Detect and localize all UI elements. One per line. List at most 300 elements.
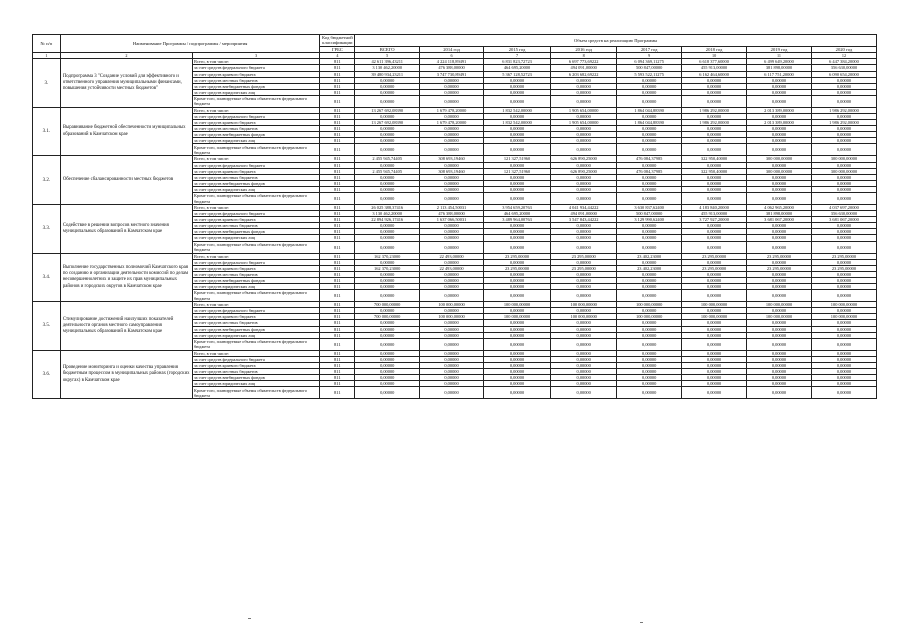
year-amount: 0,00000 <box>747 77 812 83</box>
year-amount: 4 224 118,89491 <box>420 59 484 65</box>
total-amount: 0,00000 <box>355 162 420 168</box>
year-amount: 0,00000 <box>420 174 484 180</box>
year-amount: 0,00000 <box>682 308 747 314</box>
grbs-code: 811 <box>320 156 355 162</box>
funding-source: за счет средств местных бюджетов <box>192 368 320 374</box>
year-amount: 0,00000 <box>811 271 876 277</box>
grbs-code: 811 <box>320 138 355 144</box>
index-cell: 7 <box>483 53 550 59</box>
year-amount: 0,00000 <box>747 375 812 381</box>
grbs-code: 811 <box>320 350 355 356</box>
grbs-code: 811 <box>320 308 355 314</box>
year-amount: 0,00000 <box>551 113 617 119</box>
year-amount: 0,00000 <box>551 223 617 229</box>
year-amount: 100 000,00000 <box>682 314 747 320</box>
year-amount: 0,00000 <box>420 326 484 332</box>
funding-source: за счет средств внебюджетных фондов <box>192 229 320 235</box>
year-amount: 0,00000 <box>747 95 812 107</box>
year-amount: 0,00000 <box>551 350 617 356</box>
year-amount: 0,00000 <box>420 277 484 283</box>
year-amount: 0,00000 <box>617 235 682 241</box>
year-amount: 0,00000 <box>420 381 484 387</box>
year-amount: 0,00000 <box>617 132 682 138</box>
year-amount: 0,00000 <box>420 332 484 338</box>
total-amount: 0,00000 <box>355 381 420 387</box>
header-year: 2017 год <box>617 46 682 52</box>
funding-source: за счет средств внебюджетных фондов <box>192 375 320 381</box>
grbs-code: 811 <box>320 284 355 290</box>
grbs-code: 811 <box>320 265 355 271</box>
year-amount: 0,00000 <box>811 381 876 387</box>
year-amount: 322 950,40000 <box>682 156 747 162</box>
year-amount: 6 447 384,20000 <box>811 59 876 65</box>
year-amount: 308 693,19460 <box>420 156 484 162</box>
year-amount: 0,00000 <box>747 223 812 229</box>
year-amount: 0,00000 <box>811 290 876 302</box>
year-amount: 0,00000 <box>551 362 617 368</box>
year-amount: 0,00000 <box>811 144 876 156</box>
grbs-code: 811 <box>320 217 355 223</box>
year-amount: 0,00000 <box>551 126 617 132</box>
year-amount: 0,00000 <box>483 144 550 156</box>
year-amount: 0,00000 <box>682 89 747 95</box>
total-amount: 0,00000 <box>355 113 420 119</box>
year-amount: 0,00000 <box>483 223 550 229</box>
year-amount: 0,00000 <box>682 138 747 144</box>
year-amount: 0,00000 <box>811 83 876 89</box>
year-amount: 464 695,20000 <box>483 65 550 71</box>
year-amount: 0,00000 <box>617 259 682 265</box>
year-amount: 322 950,40000 <box>682 168 747 174</box>
total-amount: 0,00000 <box>355 241 420 253</box>
grbs-code: 811 <box>320 375 355 381</box>
total-amount: 0,00000 <box>355 180 420 186</box>
year-amount: 464 695,20000 <box>483 211 550 217</box>
funding-source: за счет средств юридических лиц <box>192 381 320 387</box>
year-amount: 0,00000 <box>747 338 812 350</box>
year-amount: 0,00000 <box>420 95 484 107</box>
year-amount: 100 000,00000 <box>420 302 484 308</box>
total-amount: 0,00000 <box>355 387 420 399</box>
total-amount: 0,00000 <box>355 259 420 265</box>
year-amount: 0,00000 <box>617 89 682 95</box>
year-amount: 0,00000 <box>682 387 747 399</box>
item-number: 3.3. <box>33 205 61 254</box>
year-amount: 0,00000 <box>551 77 617 83</box>
year-amount: 23 402,23000 <box>617 253 682 259</box>
header-year: 2020 год <box>811 46 876 52</box>
year-amount: 0,00000 <box>747 387 812 399</box>
funding-source: за счет средств местных бюджетов <box>192 223 320 229</box>
year-amount: 0,00000 <box>747 368 812 374</box>
header-year: 2016 год <box>551 46 617 52</box>
year-amount: 100 000,00000 <box>551 314 617 320</box>
year-amount: 0,00000 <box>420 320 484 326</box>
year-amount: 0,00000 <box>483 138 550 144</box>
year-amount: 3 129 990,62400 <box>617 217 682 223</box>
year-amount: 0,00000 <box>682 229 747 235</box>
funding-source: Всего, в том числе: <box>192 350 320 356</box>
year-amount: 0,00000 <box>747 356 812 362</box>
funding-source: за счет средств федерального бюджета <box>192 308 320 314</box>
year-amount: 381 898,00000 <box>747 65 812 71</box>
year-amount: 0,00000 <box>682 235 747 241</box>
grbs-code: 811 <box>320 71 355 77</box>
year-amount: 0,00000 <box>551 320 617 326</box>
year-amount: 0,00000 <box>483 229 550 235</box>
total-amount: 0,00000 <box>355 126 420 132</box>
year-amount: 0,00000 <box>483 162 550 168</box>
year-amount: 0,00000 <box>483 95 550 107</box>
total-amount: 0,00000 <box>355 326 420 332</box>
year-amount: 0,00000 <box>420 350 484 356</box>
year-amount: 455 913,00000 <box>682 65 747 71</box>
year-amount: 0,00000 <box>483 277 550 283</box>
year-amount: 0,00000 <box>747 277 812 283</box>
index-cell: 10 <box>682 53 747 59</box>
funding-source: за счет средств юридических лиц <box>192 186 320 192</box>
year-amount: 0,00000 <box>483 193 550 205</box>
grbs-code: 811 <box>320 241 355 253</box>
grbs-code: 811 <box>320 174 355 180</box>
year-amount: 0,00000 <box>747 235 812 241</box>
grbs-code: 811 <box>320 356 355 362</box>
year-amount: 0,00000 <box>811 126 876 132</box>
year-amount: 0,00000 <box>747 284 812 290</box>
year-amount: 0,00000 <box>420 284 484 290</box>
year-amount: 0,00000 <box>420 113 484 119</box>
year-amount: 0,00000 <box>811 338 876 350</box>
year-amount: 0,00000 <box>551 387 617 399</box>
funding-source: за счет средств местных бюджетов <box>192 271 320 277</box>
item-name: Проведение мониторинга и оценки качества управления бюджетным процессом в муниципальных районах (городских округах) в Камчатском крае <box>60 350 192 399</box>
year-amount: 0,00000 <box>617 241 682 253</box>
index-cell: 12 <box>811 53 876 59</box>
total-amount: 0,00000 <box>355 284 420 290</box>
index-cell: 3 <box>192 53 320 59</box>
year-amount: 0,00000 <box>420 375 484 381</box>
year-amount: 0,00000 <box>617 113 682 119</box>
year-amount: 2 013 389,00000 <box>747 107 812 113</box>
year-amount: 0,00000 <box>747 132 812 138</box>
year-amount: 0,00000 <box>483 362 550 368</box>
year-amount: 0,00000 <box>551 186 617 192</box>
year-amount: 0,00000 <box>483 320 550 326</box>
year-amount: 0,00000 <box>551 368 617 374</box>
year-amount: 6 697 773,69222 <box>551 59 617 65</box>
year-amount: 0,00000 <box>617 95 682 107</box>
year-amount: 4 183 840,20000 <box>682 205 747 211</box>
grbs-code: 811 <box>320 120 355 126</box>
year-amount: 100 000,00000 <box>420 314 484 320</box>
year-amount: 0,00000 <box>617 338 682 350</box>
year-amount: 0,00000 <box>682 193 747 205</box>
funding-source: за счет средств юридических лиц <box>192 138 320 144</box>
total-amount: 0,00000 <box>355 350 420 356</box>
year-amount: 0,00000 <box>420 83 484 89</box>
year-amount: 0,00000 <box>617 186 682 192</box>
year-amount: 0,00000 <box>811 229 876 235</box>
grbs-code: 811 <box>320 302 355 308</box>
total-amount: 0,00000 <box>355 277 420 283</box>
year-amount: 0,00000 <box>682 326 747 332</box>
year-amount: 0,00000 <box>420 387 484 399</box>
year-amount: 0,00000 <box>551 132 617 138</box>
year-amount: 100 000,00000 <box>747 302 812 308</box>
year-amount: 0,00000 <box>811 162 876 168</box>
grbs-code: 811 <box>320 95 355 107</box>
year-amount: 0,00000 <box>420 356 484 362</box>
year-amount: 0,00000 <box>420 138 484 144</box>
year-amount: 0,00000 <box>551 193 617 205</box>
funding-source: за счет средств краевого бюджета <box>192 362 320 368</box>
funding-source: за счет средств федерального бюджета <box>192 162 320 168</box>
item-number: 3.2. <box>33 156 61 205</box>
funding-source: за счет средств краевого бюджета <box>192 314 320 320</box>
year-amount: 0,00000 <box>747 381 812 387</box>
year-amount: 0,00000 <box>682 144 747 156</box>
year-amount: 0,00000 <box>747 332 812 338</box>
total-amount: 2 455 945,74405 <box>355 168 420 174</box>
year-amount: 1 832 542,00000 <box>483 107 550 113</box>
total-amount: 0,00000 <box>355 138 420 144</box>
funding-source: за счет средств местных бюджетов <box>192 77 320 83</box>
year-amount: 0,00000 <box>420 235 484 241</box>
item-name: Содействие в решении вопросов местного значения муниципальных образований в Камчатском крае <box>60 205 192 254</box>
year-amount: 0,00000 <box>483 326 550 332</box>
year-amount: 3 681 067,20000 <box>811 217 876 223</box>
funding-source: Кроме того, планируемые объемы обязательств федерального бюджета <box>192 290 320 302</box>
header-year: 2019 год <box>747 46 812 52</box>
item-number: 3.6. <box>33 350 61 399</box>
total-amount: 162 370,23000 <box>355 265 420 271</box>
year-amount: 3 747 730,89491 <box>420 71 484 77</box>
year-amount: 0,00000 <box>811 387 876 399</box>
year-amount: 0,00000 <box>617 223 682 229</box>
year-amount: 2 113 454,50031 <box>420 205 484 211</box>
total-amount: 700 000,00000 <box>355 302 420 308</box>
total-amount: 0,00000 <box>355 229 420 235</box>
year-amount: 23 295,00000 <box>551 265 617 271</box>
year-amount: 100 000,00000 <box>811 314 876 320</box>
year-amount: 3 681 067,20000 <box>747 217 812 223</box>
index-cell: 11 <box>747 53 812 59</box>
year-amount: 0,00000 <box>617 362 682 368</box>
year-amount: 300 000,00000 <box>811 168 876 174</box>
index-cell: 6 <box>420 53 484 59</box>
year-amount: 0,00000 <box>811 193 876 205</box>
year-amount: 23 295,00000 <box>747 265 812 271</box>
funding-source: Всего, в том числе: <box>192 59 320 65</box>
total-amount: 0,00000 <box>355 95 420 107</box>
year-amount: 300 000,00000 <box>811 156 876 162</box>
header-grbs: ГРБС <box>320 46 355 52</box>
year-amount: 100 000,00000 <box>483 314 550 320</box>
funding-source: Всего, в том числе: <box>192 156 320 162</box>
header-year: 2015 год <box>483 46 550 52</box>
year-amount: 0,00000 <box>617 290 682 302</box>
year-amount: 23 295,00000 <box>483 253 550 259</box>
grbs-code: 811 <box>320 168 355 174</box>
grbs-code: 811 <box>320 180 355 186</box>
year-amount: 1 986 292,00000 <box>682 107 747 113</box>
year-amount: 0,00000 <box>617 387 682 399</box>
year-amount: 1 864 044,88390 <box>617 120 682 126</box>
year-amount: 500 847,00000 <box>617 65 682 71</box>
year-amount: 0,00000 <box>747 162 812 168</box>
funding-source: Кроме того, планируемые объемы обязательств федерального бюджета <box>192 241 320 253</box>
year-amount: 0,00000 <box>747 308 812 314</box>
grbs-code: 811 <box>320 381 355 387</box>
year-amount: 0,00000 <box>551 356 617 362</box>
funding-source: за счет средств внебюджетных фондов <box>192 277 320 283</box>
total-amount: 0,00000 <box>355 186 420 192</box>
index-cell: 2 <box>60 53 192 59</box>
year-amount: 0,00000 <box>682 77 747 83</box>
year-amount: 356 630,00000 <box>811 65 876 71</box>
year-amount: 0,00000 <box>811 174 876 180</box>
year-amount: 0,00000 <box>682 132 747 138</box>
year-amount: 0,00000 <box>682 83 747 89</box>
total-amount: 0,00000 <box>355 290 420 302</box>
total-amount: 0,00000 <box>355 89 420 95</box>
year-amount: 0,00000 <box>483 375 550 381</box>
year-amount: 0,00000 <box>551 180 617 186</box>
grbs-code: 811 <box>320 362 355 368</box>
funding-source: за счет средств юридических лиц <box>192 332 320 338</box>
total-amount: 0,00000 <box>355 77 420 83</box>
year-amount: 626 890,25000 <box>551 156 617 162</box>
year-amount: 0,00000 <box>811 356 876 362</box>
item-name: Подпрограмма 3 "Создание условий для эффективного и ответственного управления муниципальными финансами, повышения устойчивости местных бюджетов" <box>60 59 192 108</box>
funding-source: за счет средств федерального бюджета <box>192 259 320 265</box>
funding-source: Всего, в том числе: <box>192 205 320 211</box>
year-amount: 6 162 464,60000 <box>682 71 747 77</box>
total-amount: 26 025 388,37416 <box>355 205 420 211</box>
year-amount: 0,00000 <box>811 277 876 283</box>
funding-source: Всего, в том числе: <box>192 302 320 308</box>
year-amount: 1 986 292,00000 <box>682 120 747 126</box>
year-amount: 0,00000 <box>617 126 682 132</box>
year-amount: 100 000,00000 <box>747 314 812 320</box>
year-amount: 0,00000 <box>551 235 617 241</box>
year-amount: 0,00000 <box>483 332 550 338</box>
total-amount: 700 000,00000 <box>355 314 420 320</box>
grbs-code: 811 <box>320 277 355 283</box>
year-amount: 0,00000 <box>483 180 550 186</box>
year-amount: 0,00000 <box>682 223 747 229</box>
header-num: № п/п <box>33 35 61 53</box>
total-amount: 39 480 934,23211 <box>355 71 420 77</box>
year-amount: 0,00000 <box>617 77 682 83</box>
funding-source: за счет средств краевого бюджета <box>192 71 320 77</box>
item-name: Выравнивание бюджетной обеспеченности муниципальных образований в Камчатском крае <box>60 107 192 156</box>
item-number: 3.5. <box>33 302 61 351</box>
funding-source: за счет средств местных бюджетов <box>192 320 320 326</box>
year-amount: 0,00000 <box>617 229 682 235</box>
total-amount: 0,00000 <box>355 375 420 381</box>
year-amount: 0,00000 <box>747 271 812 277</box>
year-amount: 6 831 823,72723 <box>483 59 550 65</box>
year-amount: 0,00000 <box>811 362 876 368</box>
header-name: Наименование Программы / подпрограммы / мероприятия <box>60 35 320 53</box>
year-amount: 23 295,00000 <box>682 253 747 259</box>
year-amount: 3 727 927,20000 <box>682 217 747 223</box>
year-amount: 0,00000 <box>551 332 617 338</box>
year-amount: 0,00000 <box>551 83 617 89</box>
year-amount: 0,00000 <box>551 338 617 350</box>
grbs-code: 811 <box>320 332 355 338</box>
funding-source: за счет средств внебюджетных фондов <box>192 132 320 138</box>
year-amount: 0,00000 <box>682 95 747 107</box>
total-amount: 0,00000 <box>355 132 420 138</box>
year-amount: 100 000,00000 <box>483 302 550 308</box>
year-amount: 0,00000 <box>420 368 484 374</box>
grbs-code: 811 <box>320 65 355 71</box>
year-amount: 100 000,00000 <box>682 302 747 308</box>
year-amount: 0,00000 <box>617 368 682 374</box>
year-amount: 0,00000 <box>483 89 550 95</box>
year-amount: 0,00000 <box>617 381 682 387</box>
header-total: ВСЕГО <box>355 46 420 52</box>
year-amount: 0,00000 <box>551 162 617 168</box>
funding-source: за счет средств местных бюджетов <box>192 174 320 180</box>
grbs-code: 811 <box>320 205 355 211</box>
year-amount: 0,00000 <box>747 126 812 132</box>
year-amount: 6 618 377,60000 <box>682 59 747 65</box>
total-amount: 0,00000 <box>355 356 420 362</box>
year-amount: 0,00000 <box>682 368 747 374</box>
year-amount: 0,00000 <box>617 162 682 168</box>
funding-source: за счет средств внебюджетных фондов <box>192 180 320 186</box>
year-amount: 0,00000 <box>747 259 812 265</box>
year-amount: 0,00000 <box>551 138 617 144</box>
item-number: 3. <box>33 59 61 108</box>
grbs-code: 811 <box>320 162 355 168</box>
year-amount: 0,00000 <box>617 277 682 283</box>
year-amount: 100 000,00000 <box>617 314 682 320</box>
year-amount: 0,00000 <box>420 77 484 83</box>
year-amount: 23 402,23000 <box>617 265 682 271</box>
funding-source: за счет средств внебюджетных фондов <box>192 326 320 332</box>
year-amount: 0,00000 <box>811 95 876 107</box>
year-amount: 0,00000 <box>551 271 617 277</box>
year-amount: 1 905 654,00000 <box>551 120 617 126</box>
year-amount: 0,00000 <box>617 308 682 314</box>
year-amount: 6 203 682,69222 <box>551 71 617 77</box>
year-amount: 1 986 292,00000 <box>811 120 876 126</box>
year-amount: 0,00000 <box>483 356 550 362</box>
year-amount: 4 041 934,44222 <box>551 205 617 211</box>
year-amount: 0,00000 <box>551 174 617 180</box>
year-amount: 1 986 292,00000 <box>811 107 876 113</box>
year-amount: 0,00000 <box>747 89 812 95</box>
year-amount: 0,00000 <box>747 174 812 180</box>
grbs-code: 811 <box>320 290 355 302</box>
year-amount: 0,00000 <box>420 180 484 186</box>
year-amount: 0,00000 <box>747 229 812 235</box>
grbs-code: 811 <box>320 107 355 113</box>
year-amount: 0,00000 <box>617 83 682 89</box>
funding-source: за счет средств федерального бюджета <box>192 113 320 119</box>
funding-source: Кроме того, планируемые объемы обязательств федерального бюджета <box>192 387 320 399</box>
funding-source: за счет средств краевого бюджета <box>192 168 320 174</box>
year-amount: 0,00000 <box>811 320 876 326</box>
year-amount: 3 630 837,62400 <box>617 205 682 211</box>
table-body <box>33 59 877 399</box>
year-amount: 0,00000 <box>483 83 550 89</box>
year-amount: 0,00000 <box>551 277 617 283</box>
